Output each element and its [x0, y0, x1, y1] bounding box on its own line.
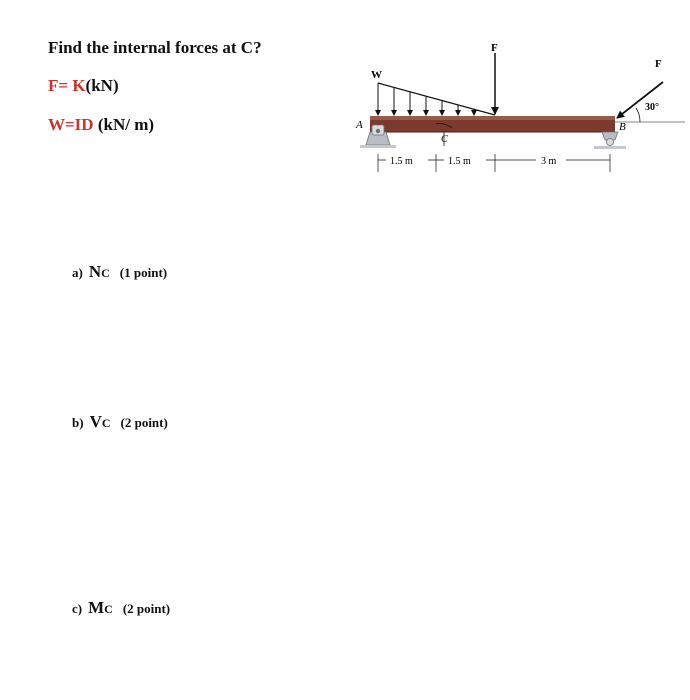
question-b-letter: b) — [72, 415, 84, 430]
load-envelope — [378, 83, 495, 115]
force-definition-lhs: F= K — [48, 76, 86, 95]
load-definition-lhs: W=ID — [48, 115, 94, 134]
beam-diagram — [340, 38, 685, 188]
load-definition — [48, 115, 154, 135]
angle-label: 30° — [645, 102, 659, 113]
beam-top-face — [370, 116, 615, 120]
roller-support-b — [594, 132, 626, 149]
question-a-subscript: C — [101, 266, 110, 280]
question-a — [72, 262, 167, 282]
force-definition-unit: (kN) — [85, 76, 119, 95]
force-definition — [48, 76, 119, 96]
label-f-right: F — [655, 58, 662, 70]
load-definition-unit: (kN/ m) — [97, 115, 155, 134]
question-b — [72, 412, 168, 432]
question-c-points: (2 point) — [122, 601, 171, 616]
question-b-symbol: V — [89, 412, 102, 431]
dimension-line — [378, 154, 610, 172]
label-a: A — [356, 119, 363, 131]
question-c-symbol: M — [88, 598, 105, 617]
question-b-points: (2 point) — [120, 415, 168, 430]
label-c: C — [441, 134, 448, 145]
dimension-label-2: 1.5 m — [448, 156, 471, 167]
label-b: B — [619, 121, 626, 133]
label-w: W — [371, 69, 382, 81]
dimension-label-1: 1.5 m — [390, 156, 413, 167]
problem-title: Find the internal forces at C? — [48, 38, 262, 57]
question-c — [72, 598, 170, 618]
angle-arc — [636, 108, 640, 122]
dimension-label-3: 3 m — [541, 156, 557, 167]
beam — [370, 116, 615, 132]
question-a-symbol: N — [88, 262, 102, 281]
label-f-top: F — [491, 42, 498, 54]
question-c-subscript: C — [104, 602, 113, 616]
distributed-load — [371, 69, 495, 115]
question-a-points: (1 point) — [119, 265, 168, 280]
question-c-letter: c) — [72, 601, 83, 616]
question-b-subscript: C — [101, 416, 111, 430]
question-a-letter: a) — [72, 265, 83, 280]
